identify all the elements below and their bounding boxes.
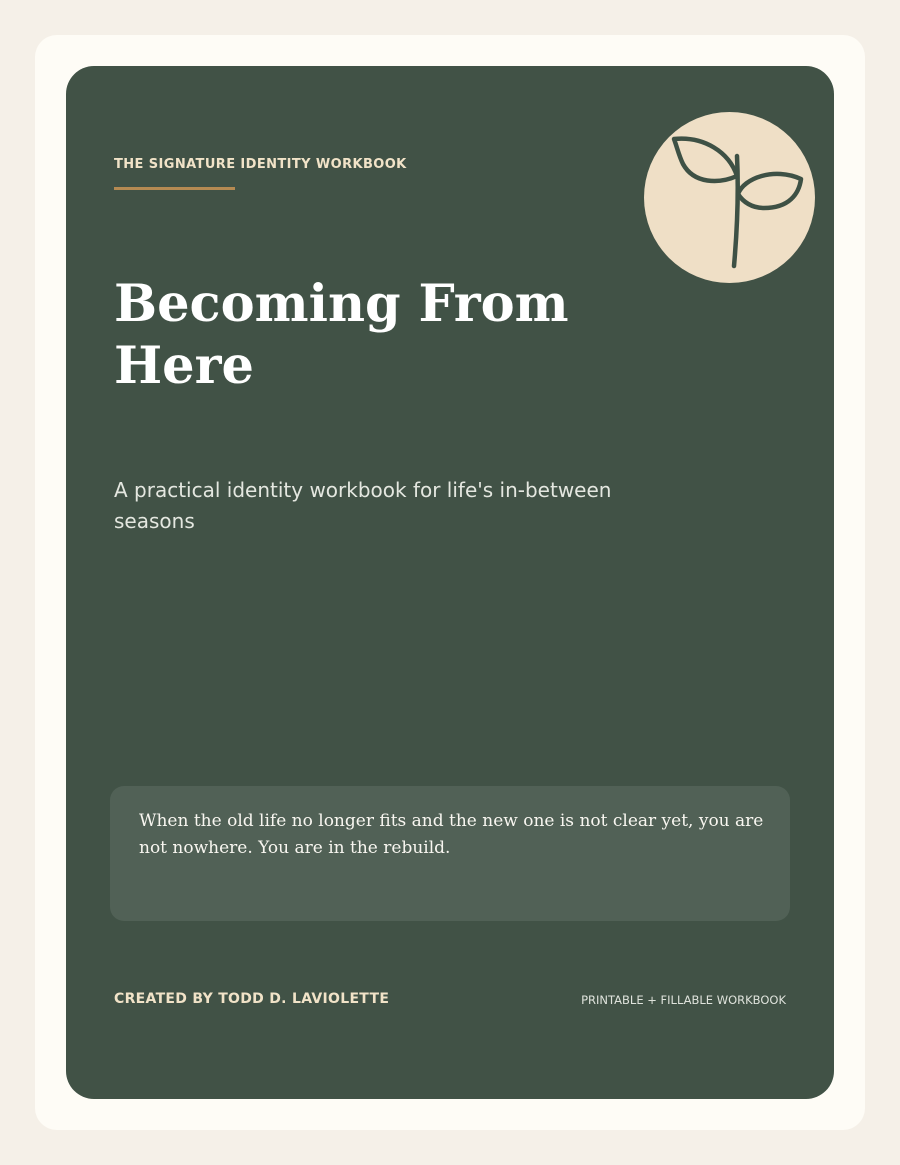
quote-card bbox=[110, 786, 790, 921]
cover-panel bbox=[66, 66, 834, 1099]
quote-text: When the old life no longer fits and the new one is not clear yet, you are not nowhere. You are in the rebuild. bbox=[139, 811, 764, 858]
workbook-page bbox=[35, 35, 865, 1130]
page-subtitle: A practical identity workbook for life's in-between seasons bbox=[114, 478, 612, 533]
author-credit: CREATED BY TODD D. LAVIOLETTE bbox=[114, 991, 390, 1007]
emblem-badge bbox=[644, 112, 815, 283]
accent-divider bbox=[114, 187, 235, 190]
sprout-icon bbox=[644, 112, 815, 283]
page-title: Becoming From Here bbox=[114, 274, 569, 396]
format-label: PRINTABLE + FILLABLE WORKBOOK bbox=[581, 993, 786, 1007]
series-label: THE SIGNATURE IDENTITY WORKBOOK bbox=[114, 157, 407, 172]
